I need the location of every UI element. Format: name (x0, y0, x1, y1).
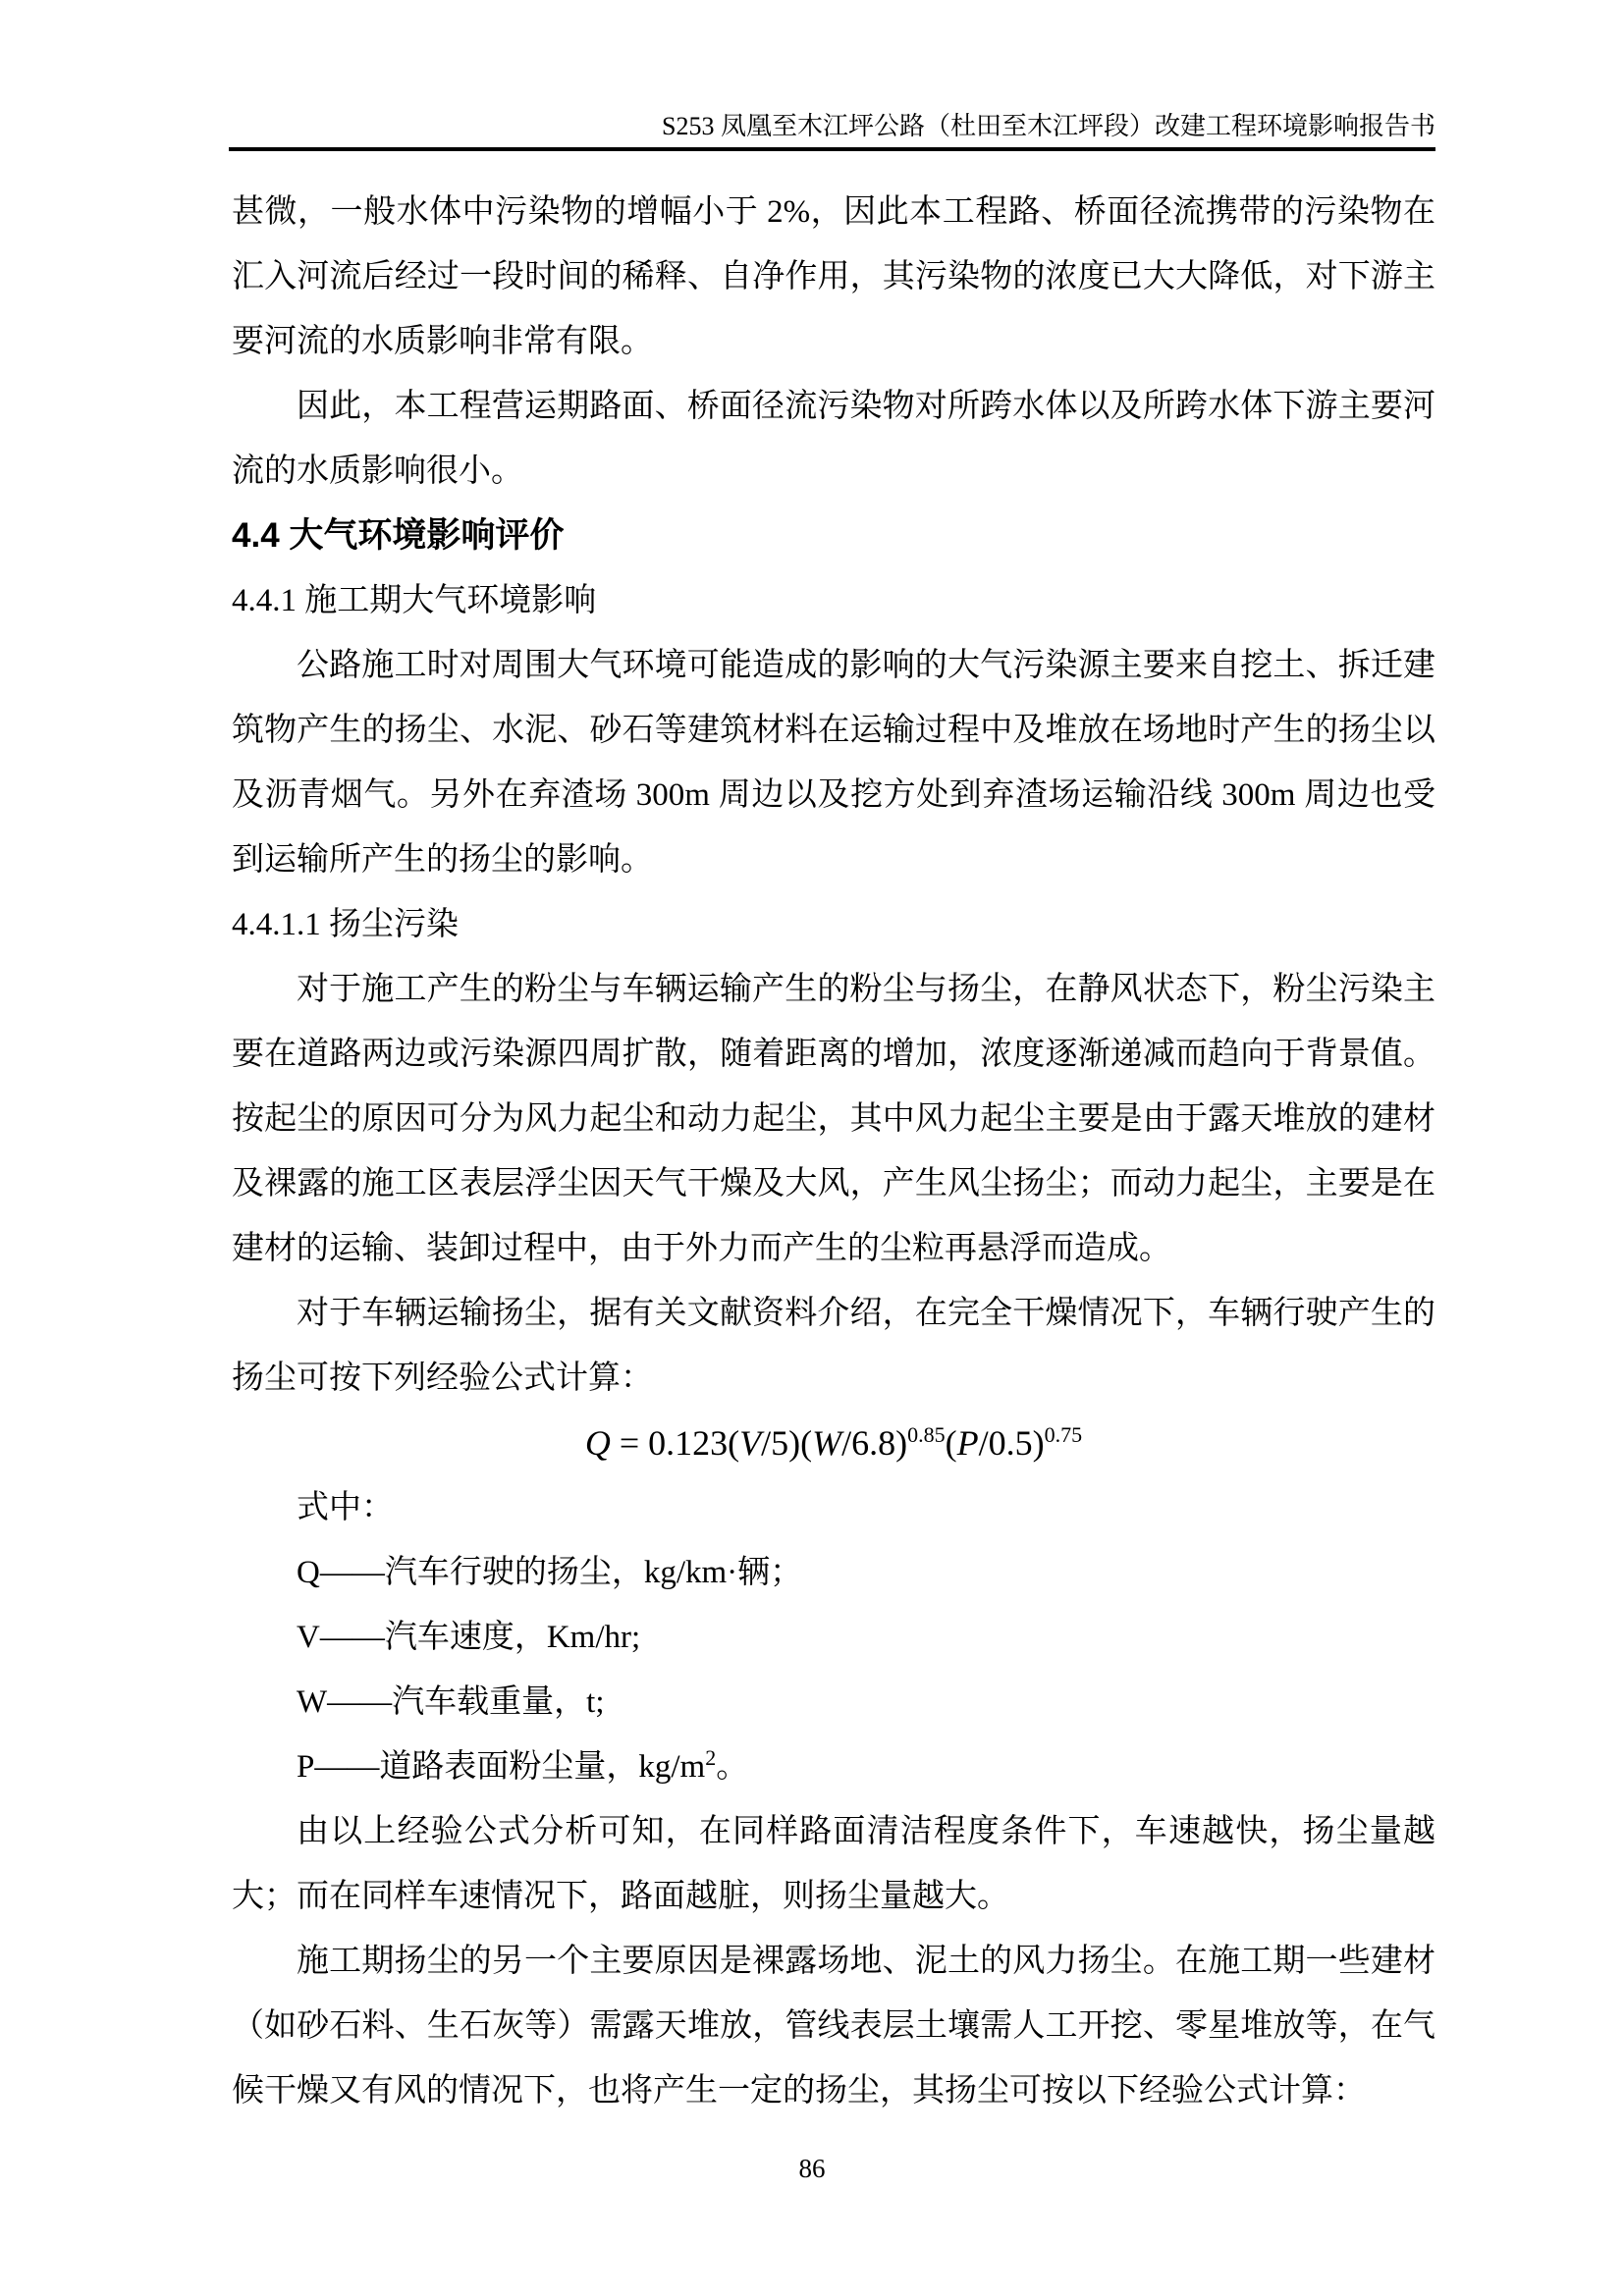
paragraph-vehicle-dust-intro: 对于车辆运输扬尘，据有关文献资料介绍，在完全干燥情况下，车辆行驶产生的扬尘可按下列经验公式计算： (232, 1296, 1435, 1396)
definition-w: W——汽车载重量，t; (297, 1684, 605, 1720)
definition-v: V——汽车速度，Km/hr; (297, 1620, 641, 1655)
formula-sep1: /5)( (761, 1423, 813, 1463)
formula-var-q: Q (584, 1423, 611, 1463)
page-body (232, 180, 1435, 2123)
dust-emission-formula (232, 1411, 1435, 1475)
formula-where-label: 式中： (297, 1490, 394, 1525)
subsection-heading-dust-pollution: 4.4.1.1 扬尘污染 (232, 907, 459, 942)
formula-sep2: /6.8) (841, 1423, 908, 1463)
definition-q: Q——汽车行驶的扬尘，kg/km·辆； (297, 1555, 803, 1590)
formula-var-v: V (739, 1423, 762, 1463)
formula-exponent-085: 0.85 (907, 1422, 946, 1447)
page-number: 86 (798, 2154, 826, 2183)
definition-p (232, 1735, 1435, 1799)
definition-p-tail: 。 (716, 1749, 749, 1785)
paragraph-runoff-conclusion: 因此，本工程营运期路面、桥面径流污染物对所跨水体以及所跨水体下游主要河流的水质影响很小。 (232, 389, 1435, 489)
formula-var-w: W (812, 1423, 842, 1463)
section-heading-air-environment: 4.4 大气环境影响评价 (232, 516, 565, 555)
paragraph-pollution-sources: 公路施工时对周围大气环境可能造成的影响的大气污染源主要来自挖土、拆迁建筑物产生的扬尘、水泥、砂石等建筑材料在运输过程中及堆放在场地时产生的扬尘以及沥青烟气。另外在弃渣场 300m 周边以及挖方处到弃渣场运输沿线 300m 周边也受到运输所产生的扬尘的影响。 (232, 648, 1435, 878)
paragraph-dust-mechanism: 对于施工产生的粉尘与车辆运输产生的粉尘与扬尘，在静风状态下，粉尘污染主要在道路两边或污染源四周扩散，随着距离的增加，浓度逐渐递减而趋向于背景值。按起尘的原因可分为风力起尘和动力起尘，其中风力起尘主要是由于露天堆放的建材及裸露的施工区表层浮尘因天气干燥及大风，产生风尘扬尘；而动力起尘，主要是在建材的运输、装卸过程中，由于外力而产生的尘粒再悬浮而造成。 (232, 972, 1435, 1266)
paragraph-formula-analysis: 由以上经验公式分析可知，在同样路面清洁程度条件下，车速越快，扬尘量越大；而在同样车速情况下，路面越脏，则扬尘量越大。 (232, 1814, 1435, 1914)
paragraph-wind-dust: 施工期扬尘的另一个主要原因是裸露场地、泥土的风力扬尘。在施工期一些建材（如砂石料、生石灰等）需露天堆放，管线表层土壤需人工开挖、零星堆放等，在气候干燥又有风的情况下，也将产生一定的扬尘，其扬尘可按以下经验公式计算： (232, 1944, 1435, 2109)
formula-eq: = 0.123( (610, 1423, 740, 1463)
running-header-title: S253 凤凰至木江坪公路（杜田至木江坪段）改建工程环境影响报告书 (662, 112, 1435, 140)
formula-sep3: ( (945, 1423, 957, 1463)
definition-p-superscript: 2 (705, 1745, 717, 1770)
subsection-heading-construction-period: 4.4.1 施工期大气环境影响 (232, 583, 597, 618)
formula-exponent-075: 0.75 (1044, 1422, 1083, 1447)
formula-var-p: P (956, 1423, 979, 1463)
header-rule (229, 147, 1435, 151)
formula-sep4: /0.5) (978, 1423, 1045, 1463)
paragraph-runoff-continuation: 甚微，一般水体中污染物的增幅小于 2%，因此本工程路、桥面径流携带的污染物在汇入河流后经过一段时间的稀释、自净作用，其污染物的浓度已大大降低，对下游主要河流的水质影响非常有限。 (232, 194, 1435, 359)
definition-p-text: P——道路表面粉尘量，kg/m (297, 1749, 706, 1785)
